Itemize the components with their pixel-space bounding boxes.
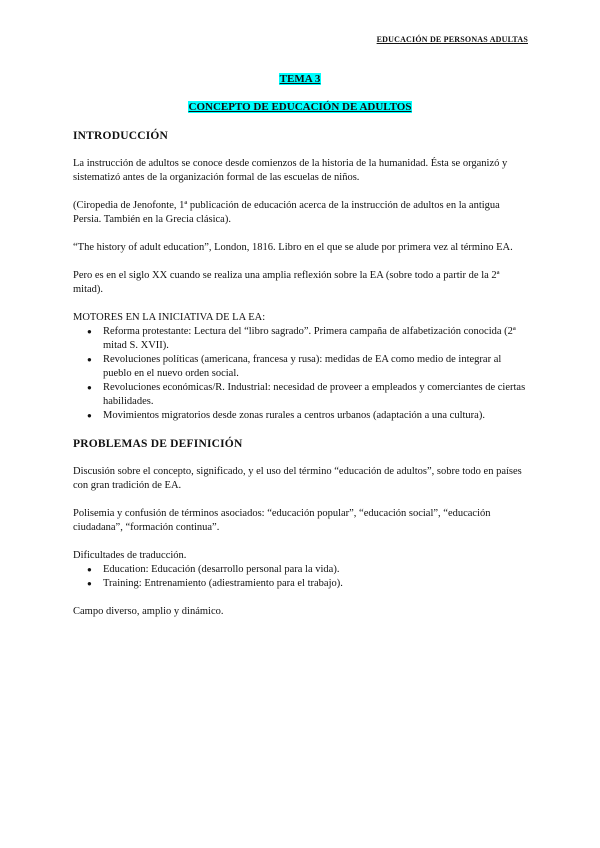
list-item: ● Revoluciones económicas/R. Industrial: necesidad de proveer a empleados y comerciantes de ciertas habilidades.	[103, 381, 528, 409]
intro-paragraph-1: La instrucción de adultos se conoce desde comienzos de la historia de la humanidad. Ésta se organizó y sistematizó antes de la organización formal de las escuelas de niños.	[73, 158, 508, 183]
intro-paragraph-2: (Ciropedia de Jenofonte, 1ª publicación de educación acerca de la instrucción de adultos en la antigua Persia. También en la Grecia clásica).	[73, 200, 500, 225]
list-item: ● Education: Educación (desarrollo personal para la vida).	[103, 563, 528, 577]
translation-label: Dificultades de traducción.	[73, 550, 187, 561]
motores-list	[73, 325, 528, 423]
running-header: EDUCACIÓN DE PERSONAS ADULTAS	[376, 35, 528, 44]
translation-list	[73, 563, 528, 591]
intro-paragraph-3: “The history of adult education”, London, 1816. Libro en el que se alude por primera vez al término EA.	[73, 242, 513, 253]
concept-title	[0, 101, 600, 113]
topic-title-text: TEMA 3	[279, 73, 321, 85]
intro-paragraph-4: Pero es en el siglo XX cuando se realiza una amplia reflexión sobre la EA (sobre todo a partir de la 2ª mitad).	[73, 270, 500, 295]
problems-paragraph-2: Polisemia y confusión de términos asociados: “educación popular”, “educación social”, “educación ciudadana”, “formación continua”.	[73, 508, 491, 533]
list-item: ● Training: Entrenamiento (adiestramiento para el trabajo).	[103, 577, 528, 591]
problems-heading: PROBLEMAS DE DEFINICIÓN	[73, 438, 243, 450]
document-body	[73, 129, 528, 633]
list-item: ● Revoluciones políticas (americana, francesa y rusa): medidas de EA como medio de integrar al pueblo en el nuevo orden social.	[103, 353, 528, 381]
problems-paragraph-1: Discusión sobre el concepto, significado, y el uso del término “educación de adultos”, sobre todo en países con gran tradición de EA.	[73, 466, 522, 491]
topic-title	[0, 73, 600, 85]
motores-label: MOTORES EN LA INICIATIVA DE LA EA:	[73, 312, 266, 323]
list-item: ● Reforma protestante: Lectura del “libro sagrado”. Primera campaña de alfabetización conocida (2ª mitad S. XVII).	[103, 325, 528, 353]
list-item: ● Movimientos migratorios desde zonas rurales a centros urbanos (adaptación a una cultura).	[103, 409, 528, 423]
introduction-heading: INTRODUCCIÓN	[73, 130, 169, 142]
concept-title-text: CONCEPTO DE EDUCACIÓN DE ADULTOS	[188, 101, 412, 113]
field-paragraph: Campo diverso, amplio y dinámico.	[73, 606, 224, 617]
